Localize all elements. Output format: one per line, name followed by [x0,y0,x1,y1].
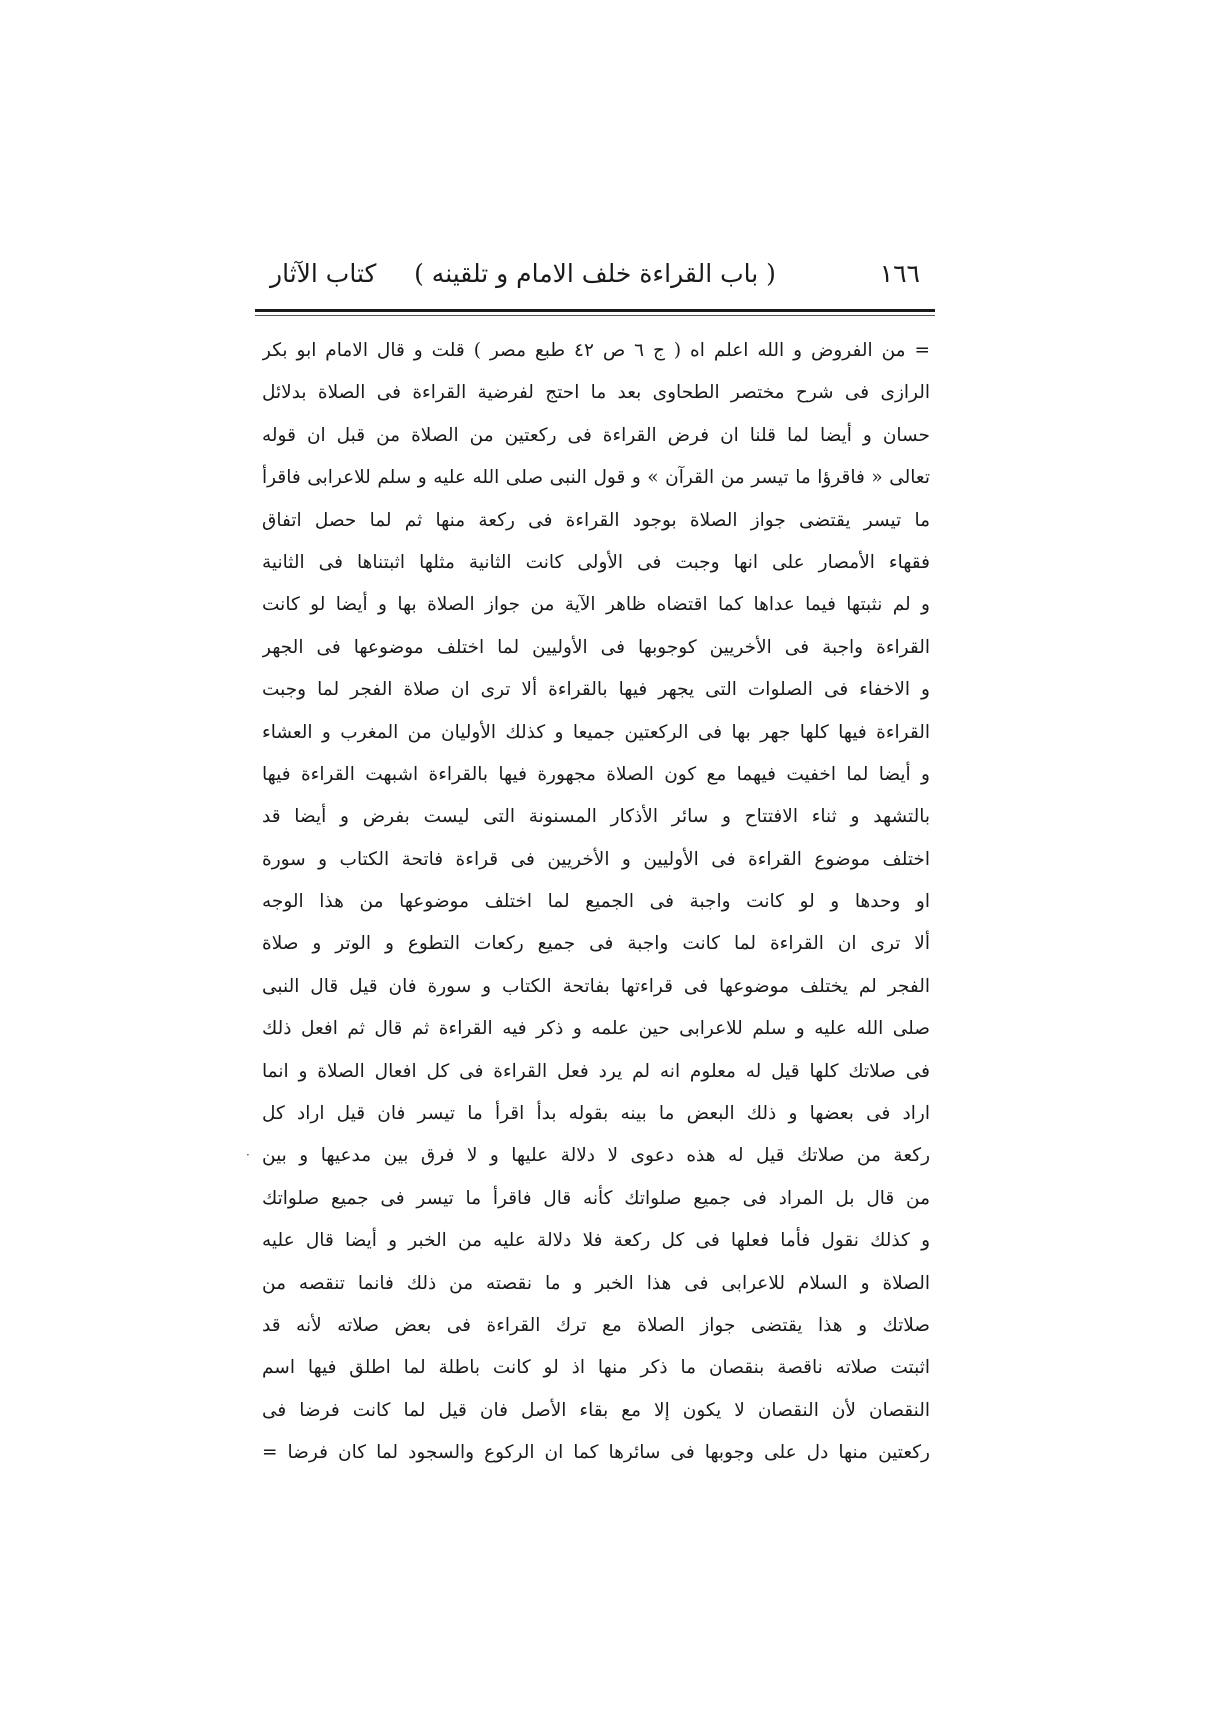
text-line: فى صلاتك كلها قيل له معلوم انه لم يرد فعل القراءة فى كل افعال الصلاة و انما [262,1060,930,1082]
margin-dot: · [246,1148,250,1162]
book-title: كتاب الآثار [270,259,377,288]
page-number: ١٦٦ [879,259,920,288]
text-line: ما تيسر يقتضى جواز الصلاة بوجود القراءة فى ركعة منها ثم لما حصل اتفاق [262,509,930,531]
text-line: النقصان لأن النقصان لا يكون إلا مع بقاء الأصل فان قيل لما كانت فرضا فى [262,1399,930,1421]
text-line: اختلف موضوع القراءة فى الأوليين و الأخريين فى قراءة فاتحة الكتاب و سورة [262,848,930,870]
text-line: و أيضا لما اخفيت فيهما مع كون الصلاة مجهورة فيها بالقراءة اشبهت القراءة فيها [262,763,930,785]
text-line: حسان و أيضا لما قلنا ان فرض القراءة فى ركعتين من الصلاة من قبل ان قوله [262,424,930,446]
text-line: و لم نثبتها فيما عداها كما اقتضاه ظاهر الآية من جواز الصلاة بها و أيضا لو كانت [262,594,930,616]
text-line: بالتشهد و ثناء الافتتاح و سائر الأذكار المسنونة التى ليست بفرض و أيضا قد [262,806,930,828]
text-line: اثبتت صلاته ناقصة بنقصان ما ذكر منها اذ لو كانت باطلة لما اطلق فيها اسم [262,1357,930,1379]
text-line: و كذلك نقول فأما فعلها فى كل ركعة فلا دلالة عليه من الخبر و أيضا قال عليه [262,1230,930,1252]
text-line: صلاتك و هذا يقتضى جواز الصلاة مع ترك القراءة فى بعض صلاته لأنه قد [262,1314,930,1336]
text-line: من قال بل المراد فى جميع صلواتك كأنه قال فاقرأ ما تيسر فى جميع صلواتك [262,1187,930,1209]
page-header [270,250,920,300]
text-line: ركعتين منها دل على وجوبها فى سائرها كما ان الركوع والسجود لما كان فرضا = [262,1442,930,1464]
text-line: ألا ترى ان القراءة لما كانت واجبة فى جميع ركعات التطوع و الوتر و صلاة [262,933,930,955]
text-line: الفجر لم يختلف موضوعها فى قراءتها بفاتحة الكتاب و سورة فان قيل قال النبى [262,975,930,997]
header-rule-thin [255,315,935,316]
chapter-title: ( باب القراءة خلف الامام و تلقينه ) [414,259,776,288]
text-line: = من الفروض و الله اعلم اه ( ج ٦ ص ٤٢ طبع مصر ) قلت و قال الامام ابو بكر [262,340,930,361]
text-line: تعالى « فاقرؤا ما تيسر من القرآن » و قول النبى صلى الله عليه و سلم للاعرابى فاقرأ [262,467,930,489]
body-text [262,330,930,1475]
text-line: الرازى فى شرح مختصر الطحاوى بعد ما احتج لفرضية القراءة فى الصلاة بدلائل [262,382,930,404]
text-line: اراد فى بعضها و ذلك البعض ما بينه بقوله بدأ اقرأ ما تيسر فان قيل اراد كل [262,1103,930,1125]
text-line: و الاخفاء فى الصلوات التى يجهر فيها بالقراءة ألا ترى ان صلاة الفجر لما وجبت [262,679,930,701]
text-line: القراءة واجبة فى الأخريين كوجوبها فى الأوليين لما اختلف موضوعها فى الجهر [262,636,930,658]
text-line: فقهاء الأمصار على انها وجبت فى الأولى كانت الثانية مثلها اثبتناها فى الثانية [262,551,930,573]
text-line: او وحدها و لو كانت واجبة فى الجميع لما اختلف موضوعها من هذا الوجه [262,891,930,913]
header-rule-thick [255,309,935,312]
text-line: القراءة فيها كلها جهر بها فى الركعتين جميعا و كذلك الأوليان من المغرب و العشاء [262,721,930,743]
text-line: الصلاة و السلام للاعرابى فى هذا الخبر و ما نقصته من ذلك فانما تنقصه من [262,1272,930,1294]
text-line: ركعة من صلاتك قيل له هذه دعوى لا دلالة عليها و لا فرق بين مدعيها و بين [262,1145,930,1167]
text-line: صلى الله عليه و سلم للاعرابى حين علمه و ذكر فيه القراءة ثم قال ثم افعل ذلك [262,1018,930,1040]
